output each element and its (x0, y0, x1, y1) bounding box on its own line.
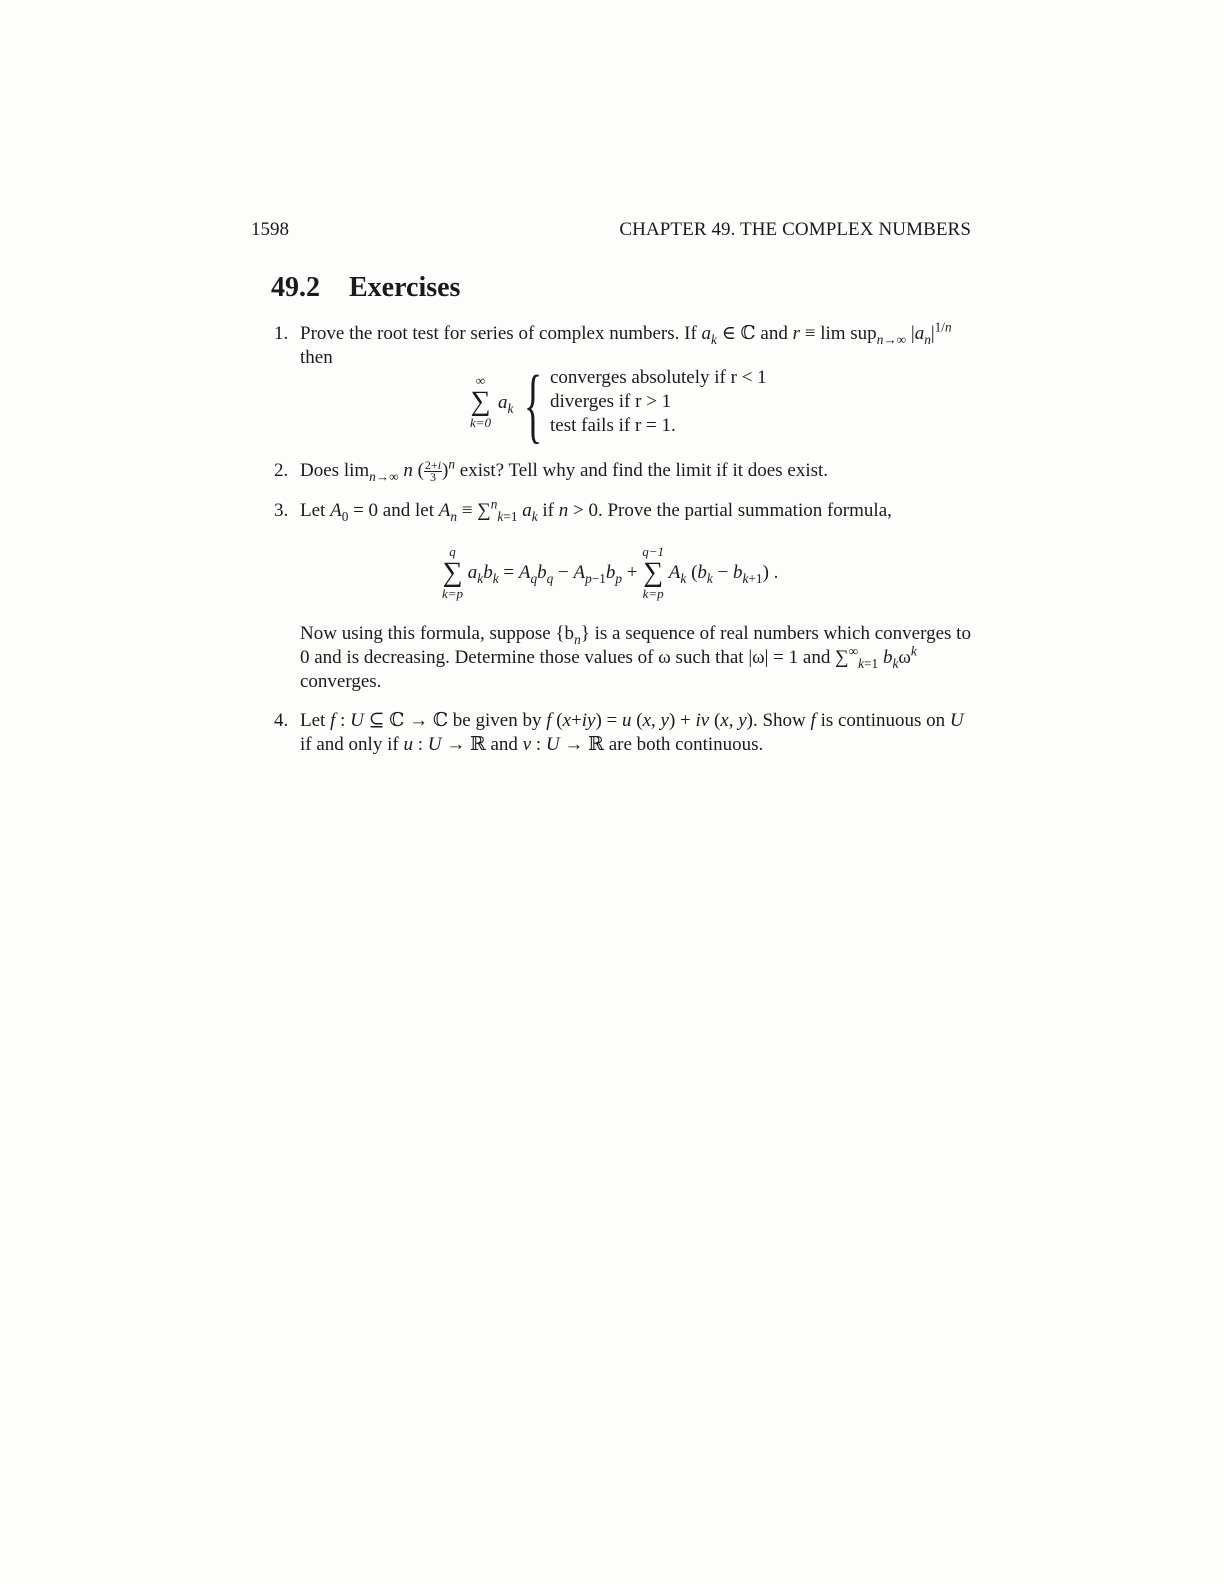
exercise-number: 2. (274, 460, 289, 481)
exercise-1: 1. Prove the root test for series of complex numbers. If $a_k$ ∈ ℂ and r ≡ lim sup$_{n\to\infty}$ $|a_n|^{1/n}$ then (274, 319, 952, 368)
exercise-3: 3. Let $A_0 = 0$ and let $A_n \equiv \sum^n_{k=1}$ $a_k$ if n > 0. Prove the partial summation formula, (274, 496, 892, 524)
root-test-display: ∞ ∑ k=0 $a_k$ { converges absolutely if r < 1 diverges if r > 1 test fails if r = 1. (470, 374, 491, 430)
case-line: diverges if r > 1 (550, 391, 672, 412)
exercise-number: 1. (274, 323, 289, 344)
exercise-4: 4. Let f : U ⊆ ℂ → ℂ be given by f (x+iy) = u (x, y) + iv (x, y). Show f is continuous on U if and only if u : U → ℝ and v : U → ℝ are both continuous. (274, 710, 964, 755)
exercise-text: converges. (300, 671, 382, 692)
brace: { (524, 359, 543, 452)
cases-list (550, 366, 870, 438)
exercise-text: Prove the partial summation formula, (607, 500, 892, 521)
exercise-text: if and only if (300, 734, 399, 755)
section-heading (271, 272, 460, 304)
exercise-text: Now using this formula, suppose {b (300, 623, 575, 644)
section-title: Exercises (349, 272, 461, 303)
exercise-text: Does (300, 460, 340, 481)
exercise-3-continued: Now using this formula, suppose $\{b_n\}$ is a sequence of real numbers which converges to 0 and is decreasing. Determine those values of ω such that |ω| = 1 and $\sum^\infty_{k=1}$ $b_k\omega^k$ converges. (300, 623, 971, 692)
chapter-title: CHAPTER 49. THE COMPLEX NUMBERS (619, 219, 971, 240)
section-number: 49.2 (271, 272, 320, 303)
exercise-2: 2. Does $\lim_{n\to\infty} n$ ( $\frac{2+i}{3}$ )$^n$ exist? Tell why and find the limit if it does exist. (274, 456, 829, 485)
sum-symbol: q ∑ k=p (442, 544, 464, 601)
exercise-number: 4. (274, 710, 289, 731)
exercise-number: 3. (274, 500, 289, 521)
page-number: 1598 (251, 219, 289, 240)
exercise-text: is continuous on (820, 710, 946, 731)
exercise-text: Prove the root test for series of complex numbers. If (300, 323, 697, 344)
sum-symbol: q−1 ∑ k=p (642, 544, 665, 601)
case-line: converges absolutely if r < 1 (550, 367, 767, 388)
partial-summation-formula: q ∑ k=p $a_kb_k = A_qb_q - A_{p-1}b_p$ + q−1 ∑ k=p $A_k$ $(b_k - b_{k+1})$ . (442, 544, 779, 601)
sum-symbol: ∞ ∑ k=0 (470, 373, 492, 430)
exercise-text: . Show (752, 710, 806, 731)
exercise-text: are both continuous. (608, 734, 764, 755)
exercise-text: then (300, 347, 333, 368)
exercise-text: be given by (452, 710, 542, 731)
exercise-text: } is a sequence of real numbers which converges to 0 and is decreasing. Determine those values of ω such that |ω| = 1 and (300, 623, 971, 668)
exercise-text: exist? Tell why and find the limit if it does exist. (459, 460, 829, 481)
exercise-text: Let (300, 500, 326, 521)
case-line: test fails if r = 1. (550, 415, 676, 436)
